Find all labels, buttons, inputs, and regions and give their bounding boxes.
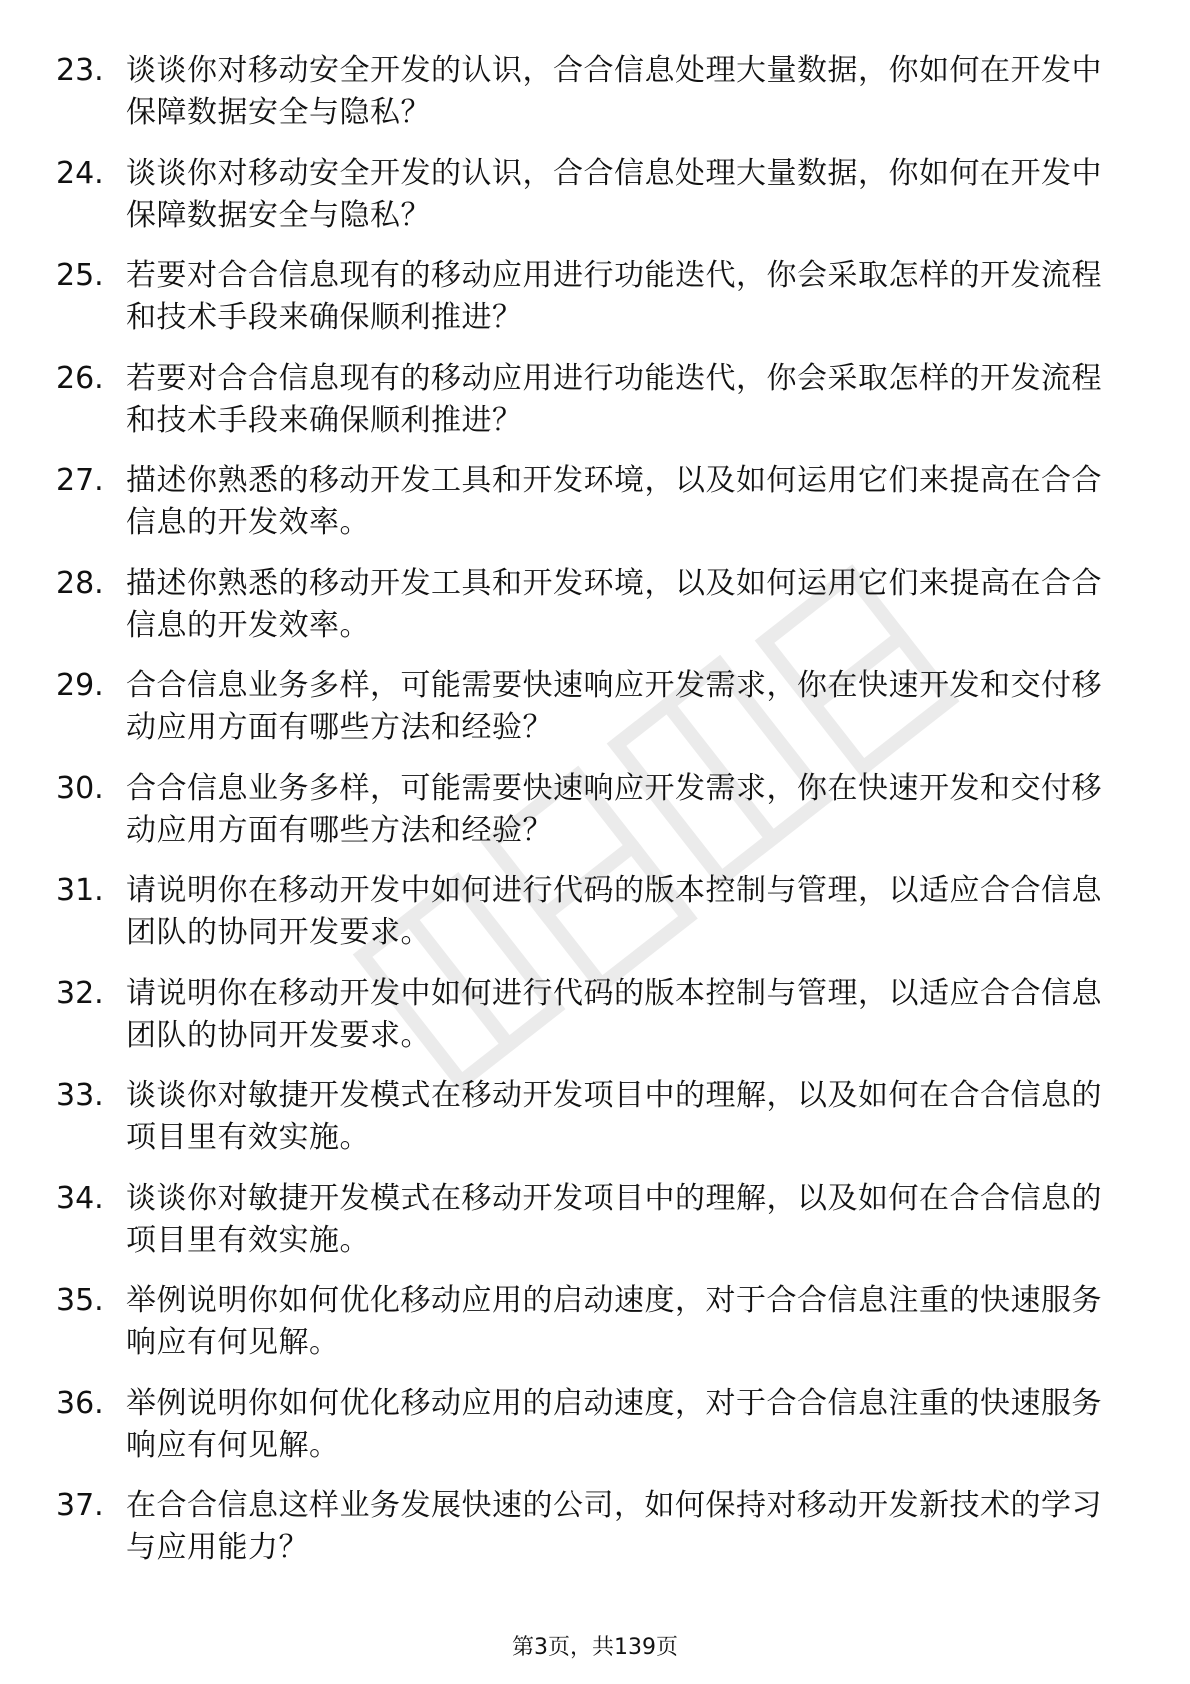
question-number: 27. [56, 463, 104, 498]
question-text: 谈谈你对敏捷开发模式在移动开发项目中的理解，以及如何在合合信息的项目里有效实施。 [126, 1180, 1102, 1258]
question-number: 34. [56, 1180, 104, 1216]
question-number: 30. [56, 770, 104, 806]
question-item [56, 1075, 1116, 1178]
question-text: 合合信息业务多样，可能需要快速响应开发需求，你在快速开发和交付移动应用方面有哪些方法和经验？ [126, 668, 1102, 745]
question-number: 35. [56, 1283, 104, 1318]
question-number: 33. [56, 1078, 104, 1113]
question-item [56, 1280, 1116, 1383]
question-item [56, 665, 1116, 768]
question-number: 37. [56, 1488, 104, 1523]
question-text: 若要对合合信息现有的移动应用进行功能迭代，你会采取怎样的开发流程和技术手段来确保顺利推进？ [126, 360, 1102, 438]
question-number: 24. [56, 155, 104, 191]
question-number: 32. [56, 975, 104, 1011]
question-number: 23. [56, 53, 104, 88]
question-item [56, 255, 1116, 358]
question-item [56, 1178, 1116, 1281]
question-text: 举例说明你如何优化移动应用的启动速度，对于合合信息注重的快速服务响应有何见解。 [126, 1385, 1102, 1463]
question-text: 在合合信息这样业务发展快速的公司，如何保持对移动开发新技术的学习与应用能力？ [126, 1488, 1102, 1565]
question-item [56, 768, 1116, 871]
question-text: 谈谈你对敏捷开发模式在移动开发项目中的理解，以及如何在合合信息的项目里有效实施。 [126, 1078, 1102, 1155]
question-number: 26. [56, 360, 104, 396]
question-item [56, 870, 1116, 973]
question-text: 请说明你在移动开发中如何进行代码的版本控制与管理，以适应合合信息团队的协同开发要求。 [126, 873, 1102, 950]
question-item [56, 1383, 1116, 1486]
question-number: 36. [56, 1385, 104, 1421]
question-item [56, 1485, 1116, 1588]
question-number: 25. [56, 258, 104, 293]
question-number: 28. [56, 565, 104, 601]
question-item [56, 460, 1116, 563]
question-number: 31. [56, 873, 104, 908]
question-text: 描述你熟悉的移动开发工具和开发环境，以及如何运用它们来提高在合合信息的开发效率。 [126, 463, 1102, 540]
page-footer: 第3页，共139页 [512, 1635, 678, 1660]
question-text: 若要对合合信息现有的移动应用进行功能迭代，你会采取怎样的开发流程和技术手段来确保顺利推进？ [126, 258, 1102, 335]
question-list [56, 50, 1116, 1588]
question-item [56, 563, 1116, 666]
question-text: 合合信息业务多样，可能需要快速响应开发需求，你在快速开发和交付移动应用方面有哪些方法和经验？ [126, 770, 1102, 848]
question-item [56, 153, 1116, 256]
question-text: 请说明你在移动开发中如何进行代码的版本控制与管理，以适应合合信息团队的协同开发要求。 [126, 975, 1102, 1053]
question-item [56, 973, 1116, 1076]
question-item [56, 50, 1116, 153]
question-text: 举例说明你如何优化移动应用的启动速度，对于合合信息注重的快速服务响应有何见解。 [126, 1283, 1102, 1360]
question-text: 谈谈你对移动安全开发的认识，合合信息处理大量数据，你如何在开发中保障数据安全与隐私？ [126, 155, 1102, 233]
question-text: 谈谈你对移动安全开发的认识，合合信息处理大量数据，你如何在开发中保障数据安全与隐私？ [126, 53, 1102, 130]
question-text: 描述你熟悉的移动开发工具和开发环境，以及如何运用它们来提高在合合信息的开发效率。 [126, 565, 1102, 643]
question-number: 29. [56, 668, 104, 703]
question-item [56, 358, 1116, 461]
